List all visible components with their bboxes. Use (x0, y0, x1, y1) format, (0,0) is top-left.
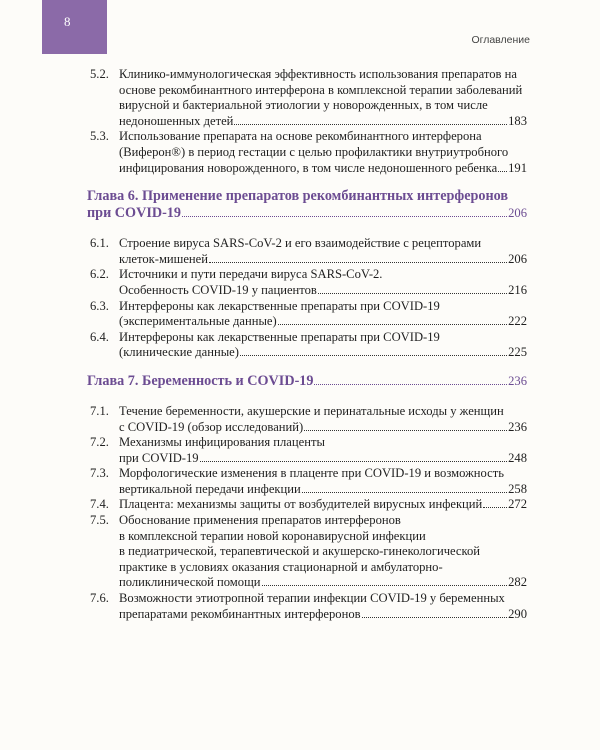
toc-entry-line: с COVID-19 (обзор исследований) (119, 419, 304, 434)
toc-entry-6-3[interactable] (87, 299, 527, 330)
toc-entry-6-2[interactable] (87, 267, 527, 298)
dot-leader (240, 355, 507, 356)
toc-page-number: 272 (508, 497, 527, 512)
toc-page-number: 222 (508, 314, 527, 329)
toc-entry-line: Обоснование применения препаратов интерферонов (119, 513, 401, 528)
toc-page-number: 248 (508, 450, 527, 465)
toc-entry-7-2[interactable] (87, 435, 527, 466)
toc-chapter-6[interactable] (87, 188, 527, 222)
toc-page-number: 191 (508, 160, 527, 175)
toc-entry-line: вертикальной передачи инфекции (119, 481, 301, 496)
chapter-title-line: при COVID-19 (87, 205, 181, 222)
toc-entry-line: клеток-мишеней (119, 251, 209, 266)
table-of-contents (87, 67, 527, 622)
dot-leader (498, 171, 507, 172)
toc-entry-number: 7.3. (90, 466, 109, 481)
toc-entry-number: 7.5. (90, 513, 109, 528)
toc-entry-7-5[interactable] (87, 513, 527, 591)
dot-leader (302, 492, 507, 493)
chapter-title-line: Глава 6. Применение препаратов рекомбинантных интерферонов (87, 188, 509, 205)
toc-entry-line: основе рекомбинантного интерферона в комплексной терапии заболеваний (119, 82, 523, 97)
running-title: Оглавление (471, 34, 530, 46)
toc-entry-5-3[interactable] (87, 129, 527, 176)
toc-page-number: 206 (508, 251, 527, 266)
toc-entry-line: Течение беременности, акушерские и перинатальные исходы у женщин (119, 403, 504, 418)
dot-leader (200, 461, 508, 462)
toc-entry-number: 5.2. (90, 67, 109, 81)
toc-entry-line: Использование препарата на основе рекомбинантного интерферона (119, 129, 482, 144)
toc-entry-line: поликлинической помощи (119, 575, 261, 590)
toc-entry-line: при COVID-19 (119, 450, 199, 465)
toc-entry-line: Клинико-иммунологическая эффективность использования препаратов на (119, 67, 517, 81)
dot-leader (304, 430, 507, 431)
dot-leader (362, 617, 508, 618)
toc-entry-7-6[interactable] (87, 591, 527, 622)
toc-entry-number: 7.6. (90, 591, 109, 606)
toc-entry-line: препаратами рекомбинантных интерферонов (119, 606, 361, 621)
chapter-title-line: Глава 7. Беременность и COVID-19 (87, 372, 314, 389)
toc-entry-6-4[interactable] (87, 330, 527, 361)
toc-entry-number: 6.4. (90, 329, 109, 344)
toc-entry-7-4[interactable] (87, 497, 527, 513)
dot-leader (209, 262, 507, 263)
toc-page-number: 236 (508, 419, 527, 434)
toc-page-number: 183 (508, 113, 527, 128)
toc-page-number: 282 (508, 575, 527, 590)
dot-leader (182, 216, 507, 217)
toc-entry-line: вирусной и бактериальной этиологии у новорожденных, в том числе (119, 98, 488, 113)
toc-page-number: 206 (508, 206, 527, 221)
toc-entry-line: Морфологические изменения в плаценте при COVID-19 и возможность (119, 466, 504, 481)
toc-page-number: 236 (508, 373, 527, 388)
toc-entry-line: Механизмы инфицирования плаценты (119, 435, 325, 450)
toc-entry-number: 7.4. (90, 497, 109, 512)
toc-entry-7-3[interactable] (87, 466, 527, 497)
toc-entry-number: 6.1. (90, 236, 109, 251)
toc-entry-line: Особенность COVID-19 у пациентов (119, 282, 317, 297)
toc-page-number: 258 (508, 481, 527, 496)
toc-entry-line: Строение вируса SARS-CoV-2 и его взаимодействие с рецепторами (119, 236, 482, 251)
toc-entry-line: (клинические данные) (119, 345, 239, 360)
toc-entry-7-1[interactable] (87, 404, 527, 435)
toc-page-number: 290 (508, 606, 527, 621)
toc-entry-line: недоношенных детей (119, 113, 234, 128)
page-number-badge (42, 0, 107, 54)
toc-entry-number: 7.2. (90, 435, 109, 450)
dot-leader (262, 585, 508, 586)
toc-entry-line: (Виферон®) в период гестации с целью профилактики внутриутробного (119, 144, 509, 159)
toc-page-number: 216 (508, 282, 527, 297)
toc-entry-5-2[interactable] (87, 67, 527, 129)
toc-entry-number: 7.1. (90, 403, 109, 418)
dot-leader (318, 293, 507, 294)
toc-entry-number: 6.3. (90, 298, 109, 313)
toc-entry-6-1[interactable] (87, 236, 527, 267)
toc-entry-line: (экспериментальные данные) (119, 314, 277, 329)
page-number: 8 (64, 14, 71, 29)
dot-leader (278, 324, 507, 325)
toc-entry-line: Возможности этиотропной терапии инфекции COVID-19 у беременных (119, 591, 505, 606)
dot-leader (483, 507, 507, 508)
toc-chapter-7[interactable] (87, 373, 527, 390)
toc-entry-line: практике в условиях оказания стационарной и амбулаторно- (119, 559, 443, 574)
toc-entry-line: Источники и пути передачи вируса SARS-CoV-2. (119, 267, 383, 282)
dot-leader (314, 384, 507, 385)
toc-entry-line: Интерфероны как лекарственные препараты при COVID-19 (119, 298, 440, 313)
dot-leader (234, 124, 507, 125)
toc-page-number: 225 (508, 345, 527, 360)
toc-entry-line: Интерфероны как лекарственные препараты при COVID-19 (119, 329, 440, 344)
toc-entry-number: 6.2. (90, 267, 109, 282)
toc-entry-line: в комплексной терапии новой коронавирусной инфекции (119, 528, 426, 543)
toc-entry-number: 5.3. (90, 129, 109, 144)
toc-entry-line: в педиатрической, терапевтической и акушерско-гинекологической (119, 544, 481, 559)
toc-entry-line: инфицирования новорожденного, в том числе недоношенного ребенка (119, 160, 498, 175)
toc-entry-line: Плацента: механизмы защиты от возбудителей вирусных инфекций (119, 497, 483, 512)
